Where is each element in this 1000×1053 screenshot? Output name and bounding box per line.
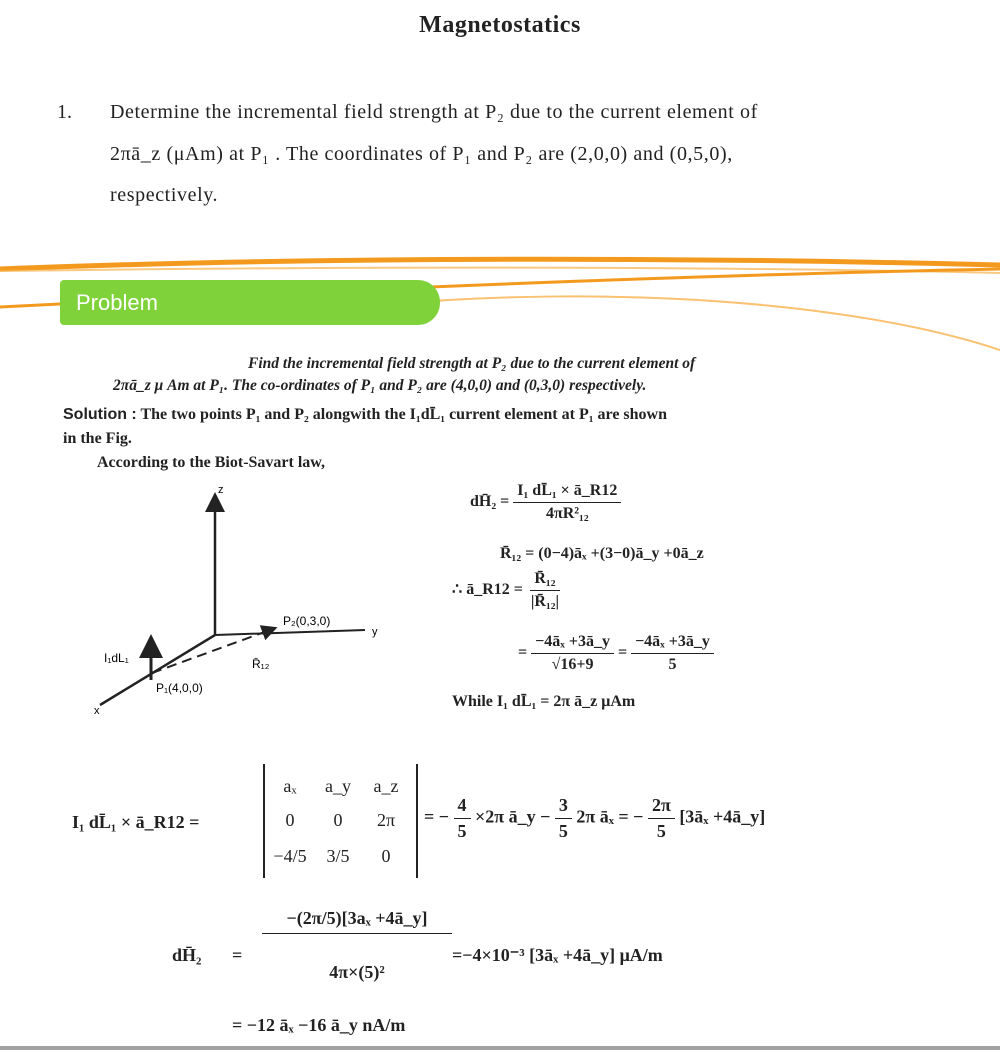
page-bottom-edge — [0, 1046, 1000, 1050]
y-axis — [215, 630, 365, 635]
r12-label: R̄₁₂ — [252, 657, 270, 671]
dh2-numerator: I₁ dL̄₁ × ā_R12 — [513, 482, 621, 503]
final-eq-sign: = — [232, 945, 243, 965]
res-den-5c: 5 — [656, 821, 666, 841]
det-r1-c1: 0 — [333, 810, 343, 830]
problem-line-1: Find the incremental field strength at P₂ due to the current element of — [248, 355, 696, 372]
res-frac-2pi-5 — [648, 795, 675, 842]
p2-label: P₂(0,3,0) — [283, 614, 331, 628]
dh2-denominator: 4πR²₁₂ — [545, 505, 589, 522]
cross-product-result — [424, 795, 765, 842]
question-line-3: respectively. — [110, 184, 219, 206]
unit-den-1: √16+9 — [551, 656, 594, 673]
dh2-lhs: dH̄₂ = — [470, 493, 510, 511]
unit-num-2: −4āₓ +3ā_y — [631, 633, 714, 654]
final-numerator: −(2π/5)[3aₓ +4ā_y] — [262, 908, 452, 934]
res-frac-3-5 — [555, 795, 572, 842]
page-title: Magnetostatics — [419, 12, 581, 38]
dh2-fraction — [513, 482, 621, 523]
ar12-lhs: ā_R12 = — [466, 581, 523, 599]
determinant-right-bar — [416, 764, 418, 878]
det-r0-c0: aₓ — [283, 776, 297, 796]
problem-badge: Problem — [60, 280, 440, 325]
final-lhs: dH̄₂ — [172, 945, 202, 965]
res-num-4: 4 — [454, 795, 471, 819]
z-label: z — [218, 484, 224, 496]
res-2piax: 2π āₓ = − — [576, 806, 644, 827]
y-label: y — [372, 626, 378, 638]
res-eq: = — [424, 806, 435, 827]
final-rhs: =−4×10⁻³ [3āₓ +4ā_y] μA/m — [452, 945, 663, 965]
determinant-left-bar — [263, 764, 265, 878]
ar12-denominator: |R̄₁₂| — [530, 593, 560, 610]
res-den-5a: 5 — [457, 821, 467, 841]
unit-den-2: 5 — [668, 656, 677, 673]
current-element-value: While I₁ dL̄₁ = 2π ā_z μAm — [452, 693, 636, 710]
res-minus-1: − — [438, 806, 450, 827]
question-number: 1. — [57, 101, 72, 123]
eq-sign-2: = — [617, 644, 628, 662]
det-r2-c0: −4/5 — [273, 846, 307, 866]
unit-fraction-1 — [531, 633, 614, 674]
eq-sign-1: = — [518, 644, 528, 662]
res-bracket: [3āₓ +4ā_y] — [679, 806, 766, 827]
res-num-3: 3 — [555, 795, 572, 819]
coordinate-figure — [90, 480, 390, 720]
ar12-fraction — [527, 570, 563, 611]
p1-label: P₁(4,0,0) — [156, 681, 203, 695]
biot-savart-equation — [470, 482, 621, 523]
unit-vector-equation — [452, 570, 563, 611]
unit-num-1: −4āₓ +3ā_y — [531, 633, 614, 654]
solution-line-1 — [63, 406, 667, 424]
det-r2-c1: 3/5 — [326, 846, 350, 866]
res-den-5b: 5 — [558, 821, 568, 841]
r12-equation: R̄₁₂ = (0−4)āₓ +(3−0)ā_y +0ā_z — [500, 545, 704, 562]
res-num-2pi: 2π — [648, 795, 675, 819]
res-x2pi: ×2π ā_y − — [475, 806, 551, 827]
det-r0-c2: a_z — [373, 776, 399, 796]
question-line-2: 2πā_z (μAm) at P₁ . The coordinates of P₁ and P₂ are (2,0,0) and (0,5,0), — [110, 143, 733, 165]
cross-product-lhs: I₁ dL̄₁ × ā_R12 = — [72, 812, 200, 832]
det-r2-c2: 0 — [381, 846, 391, 866]
unit-fraction-2 — [631, 633, 714, 674]
solution-line-2: in the Fig. — [63, 430, 132, 447]
ar12-numerator: R̄₁₂ — [530, 570, 559, 591]
unit-vector-value — [518, 633, 714, 674]
problem-line-2: 2πā_z μ Am at P₁. The co-ordinates of P₁ and P₂ are (4,0,0) and (0,3,0) respectively. — [113, 377, 647, 394]
det-r1-c2: 2π — [376, 810, 396, 830]
question-line-1: Determine the incremental field strength at P₂ due to the current element of — [110, 101, 758, 123]
x-label: x — [94, 705, 100, 717]
therefore-symbol: ∴ — [452, 581, 463, 599]
current-label: I₁dL₁ — [104, 651, 129, 665]
det-r0-c1: a_y — [325, 776, 351, 796]
solution-text-1: The two points P₁ and P₂ alongwith the I₁dL̄₁ current element at P₁ are shown — [140, 406, 667, 423]
final-result: = −12 āₓ −16 ā_y nA/m — [232, 1015, 406, 1035]
res-frac-4-5 — [454, 795, 471, 842]
solution-line-3: According to the Biot-Savart law, — [97, 454, 325, 471]
final-denominator: 4π×(5)² — [329, 962, 385, 982]
det-r1-c0: 0 — [285, 810, 295, 830]
solution-label: Solution : — [63, 406, 137, 423]
